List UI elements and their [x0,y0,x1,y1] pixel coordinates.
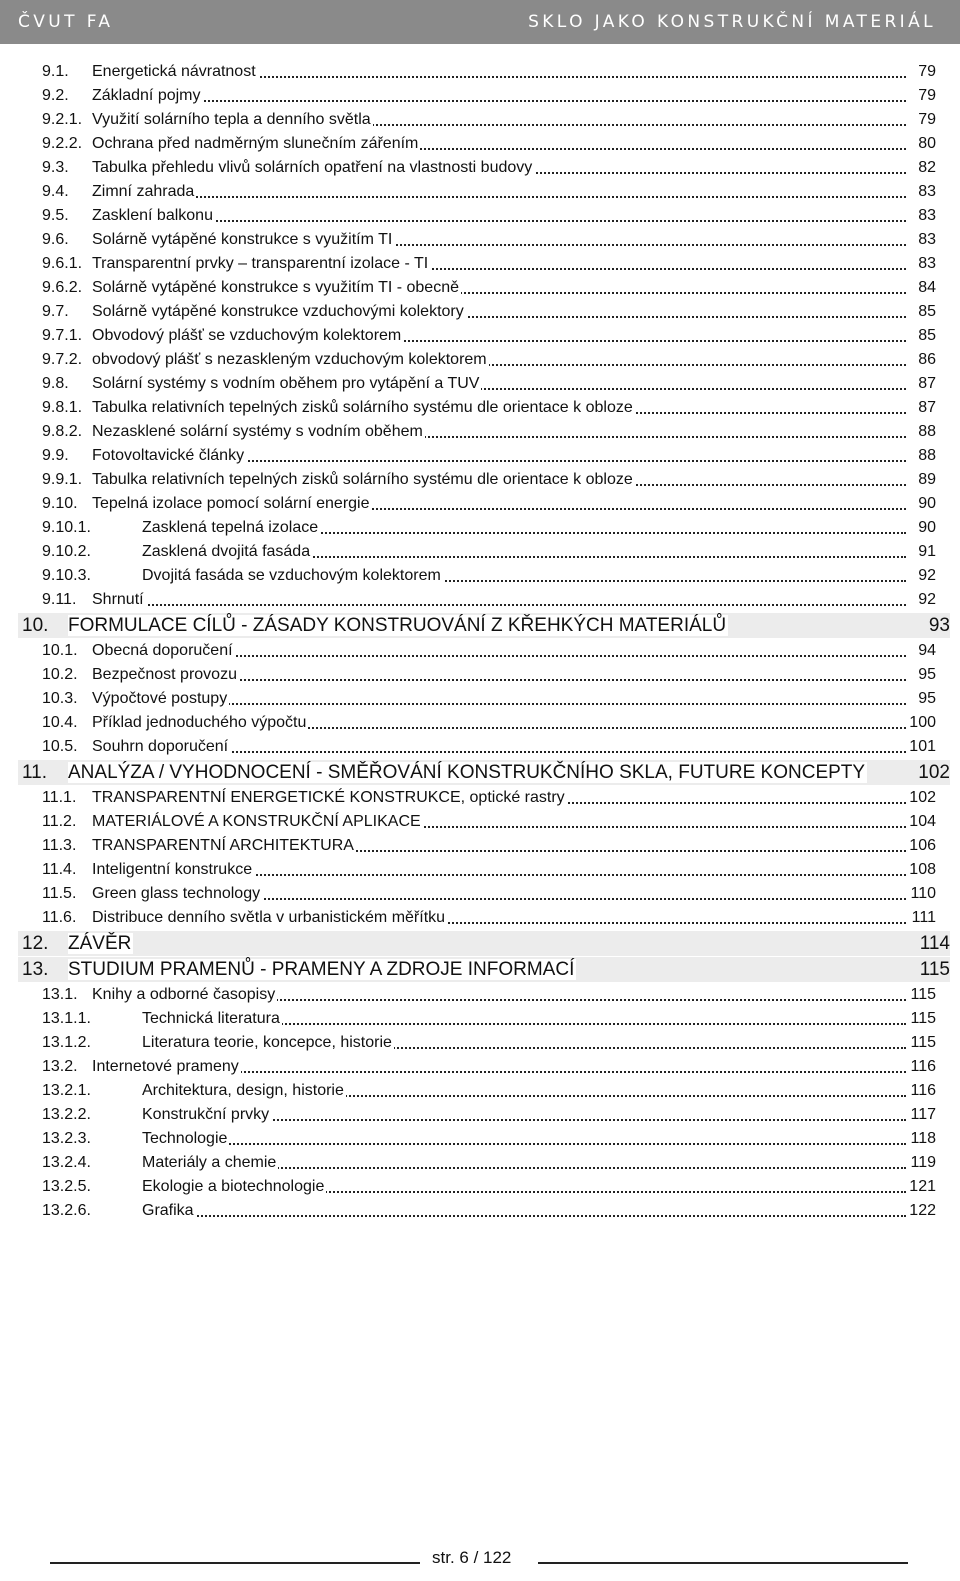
toc-entry[interactable] [40,420,936,444]
toc-entry-number: 13.2. [42,1058,78,1075]
table-of-contents [0,60,960,1223]
toc-entry-title [68,957,920,982]
toc-entry-page: 102 [918,762,950,783]
toc-entry-title-text: Solární systémy s vodním oběhem pro vytápění a TUV [92,375,480,392]
toc-entry-page: 79 [918,87,936,104]
toc-entry-number: 9.11. [42,591,77,608]
toc-entry-page: 92 [918,567,936,584]
toc-entry-title [142,1007,906,1031]
toc-entry-number: 9.2. [42,87,69,104]
toc-entry[interactable] [40,1127,936,1151]
toc-entry-number: 13. [22,959,49,980]
toc-dot-leader [92,604,906,606]
toc-entry-page: 87 [918,375,936,392]
toc-entry-number: 11.2. [42,813,77,830]
toc-entry[interactable] [40,348,936,372]
footer-page-number: str. 6 / 122 [432,1548,512,1567]
toc-entry-title-text: Konstrukční prvky [142,1106,270,1123]
toc-entry-number: 9.7. [42,303,69,320]
toc-entry-page: 84 [918,279,936,296]
toc-entry-number: 9.10.2. [42,543,91,560]
toc-entry-title-text: Transparentní prvky – transparentní izolace - TI [92,255,429,272]
toc-entry[interactable] [40,84,936,108]
toc-entry-title [92,156,906,180]
toc-entry-number: 9.10. [42,495,78,512]
toc-entry-title-text: Distribuce denního světla v urbanistickém měřítku [92,909,446,926]
toc-entry-title-text: Zasklená tepelná izolace [142,519,319,536]
toc-entry-title-text: Architektura, design, historie [142,1082,344,1099]
toc-entry[interactable] [40,1031,936,1055]
toc-entry-title [142,1079,906,1103]
toc-entry[interactable] [40,156,936,180]
toc-entry-number: 10.4. [42,714,78,731]
toc-entry[interactable] [40,1079,936,1103]
toc-entry-title-text: Obvodový plášť se vzduchovým kolektorem [92,327,402,344]
toc-entry-title [92,735,906,759]
toc-entry[interactable] [40,1103,936,1127]
toc-entry[interactable] [40,1175,936,1199]
toc-entry-title [142,564,906,588]
toc-entry-page: 108 [909,861,936,878]
toc-entry-title [92,882,906,906]
toc-entry-number: 10.5. [42,738,78,755]
toc-entry-page: 93 [928,615,950,636]
toc-entry-title [142,1103,906,1127]
toc-entry-title-text: Shrnutí [92,591,144,608]
toc-entry-title-text: Základní pojmy [92,87,201,104]
toc-entry-number: 9.9.1. [42,471,83,488]
toc-entry-title [92,468,906,492]
toc-entry-title [92,84,906,108]
toc-entry-page: 121 [909,1178,936,1195]
toc-entry-title-text: Solárně vytápěné konstrukce s využitím TI [92,231,393,248]
toc-entry-number: 9.4. [42,183,69,200]
toc-entry-number: 9.7.2. [42,351,83,368]
toc-entry[interactable] [40,300,936,324]
toc-entry[interactable] [40,204,936,228]
toc-entry-number: 9.10.3. [42,567,91,584]
header-right-title: SKLO JAKO KONSTRUKČNÍ MATERIÁL [528,12,936,32]
toc-entry-page: 100 [909,714,936,731]
toc-entry-page: 115 [910,986,936,1003]
toc-entry[interactable] [40,276,936,300]
page-footer [0,1548,960,1578]
toc-entry[interactable] [40,492,936,516]
toc-entry-title [92,132,906,156]
toc-entry-page: 79 [918,63,936,80]
toc-entry[interactable] [40,687,936,711]
toc-entry[interactable] [40,516,936,540]
toc-entry-title [92,396,906,420]
toc-entry-title [92,687,906,711]
toc-entry-number: 9.8. [42,375,69,392]
toc-entry-title [92,810,906,834]
toc-entry-title [68,613,920,638]
toc-entry-title-text: ZÁVĚR [68,933,132,954]
toc-entry[interactable] [40,228,936,252]
toc-entry-title [68,760,920,785]
toc-entry[interactable] [40,834,936,858]
toc-chapter-entry[interactable] [18,957,950,982]
toc-entry-title [92,663,906,687]
toc-entry-number: 12. [22,933,49,954]
toc-entry-number: 9.3. [42,159,69,176]
toc-entry[interactable] [40,1055,936,1079]
toc-entry-number: 9.8.1. [42,399,83,416]
toc-entry-number: 13.1. [42,986,78,1003]
toc-entry-page: 111 [911,909,936,926]
toc-entry-number: 9.10.1. [42,519,91,536]
toc-entry-number: 13.2.3. [42,1130,91,1147]
toc-entry-title-text: Tabulka přehledu vlivů solárních opatření na vlastnosti budovy [92,159,533,176]
toc-entry-title [92,444,906,468]
toc-entry-number: 10.3. [42,690,78,707]
toc-entry-page: 83 [918,231,936,248]
toc-entry-page: 88 [918,447,936,464]
toc-entry-title-text: Literatura teorie, koncepce, historie [142,1034,392,1051]
toc-entry-title-text: Tabulka relativních tepelných zisků solárního systému dle orientace k obloze [92,399,633,416]
toc-entry[interactable] [40,882,936,906]
toc-entry-title [92,108,906,132]
toc-entry-title-text: Tabulka relativních tepelných zisků solárního systému dle orientace k obloze [92,471,633,488]
toc-dot-leader [92,100,906,102]
toc-entry[interactable] [40,180,936,204]
toc-entry-title [92,300,906,324]
toc-entry-title-text: Ochrana před nadměrným slunečním zářením [92,135,419,152]
toc-entry[interactable] [40,983,936,1007]
toc-entry-page: 119 [910,1154,936,1171]
toc-entry[interactable] [40,132,936,156]
toc-entry-page: 115 [910,1010,936,1027]
toc-entry-title-text: Tepelná izolace pomocí solární energie [92,495,370,512]
toc-entry[interactable] [40,906,936,930]
toc-entry-page: 83 [918,207,936,224]
toc-entry[interactable] [40,444,936,468]
toc-entry-page: 92 [918,591,936,608]
toc-entry-title [92,420,906,444]
toc-dot-leader [142,1143,906,1145]
toc-entry-page: 91 [918,543,936,560]
toc-entry-number: 9.6.2. [42,279,83,296]
toc-entry-title [92,588,906,612]
toc-entry-page: 94 [918,642,936,659]
toc-entry-number: 10. [22,615,49,636]
toc-entry-page: 106 [909,837,936,854]
toc-entry-title-text: Zimní zahrada [92,183,195,200]
toc-entry-page: 101 [909,738,936,755]
toc-entry-title [142,1199,906,1223]
toc-entry-page: 83 [918,255,936,272]
toc-entry-title [142,1175,906,1199]
toc-entry-title-text: Knihy a odborné časopisy [92,986,276,1003]
toc-entry-number: 13.1.1. [42,1010,91,1027]
toc-entry-title [92,204,906,228]
toc-entry[interactable] [40,663,936,687]
toc-entry-title-text: Technologie [142,1130,228,1147]
toc-entry-number: 11.1. [42,789,77,806]
toc-entry-page: 114 [919,933,950,954]
toc-entry-title [92,786,906,810]
toc-entry-page: 89 [918,471,936,488]
toc-entry-title-text: Inteligentní konstrukce [92,861,253,878]
toc-entry-page: 79 [918,111,936,128]
toc-entry-title-text: Ekologie a biotechnologie [142,1178,325,1195]
toc-entry-page: 90 [918,495,936,512]
toc-entry-page: 85 [918,303,936,320]
toc-entry-page: 110 [910,885,936,902]
toc-entry-title-text: Materiály a chemie [142,1154,277,1171]
toc-entry-number: 9.6.1. [42,255,83,272]
toc-entry-title [92,372,906,396]
toc-entry[interactable] [40,372,936,396]
toc-entry-title-text: Nezasklené solární systémy s vodním oběhem [92,423,423,440]
toc-entry-number: 13.2.6. [42,1202,91,1219]
toc-entry-page: 116 [910,1082,936,1099]
header-left-title: ČVUT FA [18,12,114,32]
toc-entry-title [142,540,906,564]
toc-entry-title-text: Příklad jednoduchého výpočtu [92,714,307,731]
toc-entry-number: 11. [22,762,48,783]
toc-entry-title [92,324,906,348]
toc-entry[interactable] [40,324,936,348]
toc-entry[interactable] [40,108,936,132]
toc-entry-title [92,834,906,858]
toc-entry-title-text: Bezpečnost provozu [92,666,237,683]
toc-entry-title-text: MATERIÁLOVÉ A KONSTRUKČNÍ APLIKACE [92,813,421,830]
toc-entry[interactable] [40,252,936,276]
toc-entry[interactable] [40,1151,936,1175]
toc-entry-number: 9.2.1. [42,111,83,128]
toc-entry[interactable] [40,396,936,420]
toc-entry[interactable] [40,60,936,84]
toc-entry-number: 9.2.2. [42,135,83,152]
toc-chapter-entry[interactable] [18,931,950,956]
toc-entry-number: 10.1. [42,642,78,659]
toc-entry[interactable] [40,588,936,612]
toc-entry-page: 87 [918,399,936,416]
toc-entry-title [92,983,906,1007]
toc-entry-title-text: Green glass technology [92,885,261,902]
toc-entry-page: 117 [910,1106,936,1123]
toc-entry-page: 83 [918,183,936,200]
toc-entry-title-text: Dvojitá fasáda se vzduchovým kolektorem [142,567,441,584]
toc-entry-title-text: Technická literatura [142,1010,280,1027]
toc-entry-page: 80 [918,135,936,152]
toc-entry[interactable] [40,1007,936,1031]
toc-entry-title-text: Solárně vytápěné konstrukce vzduchovými kolektory [92,303,464,320]
toc-entry[interactable] [40,468,936,492]
toc-entry-title [92,252,906,276]
toc-entry-page: 104 [909,813,936,830]
page-header [0,0,960,44]
toc-entry-title-text: Obecná doporučení [92,642,233,659]
toc-entry[interactable] [40,1199,936,1223]
toc-entry[interactable] [40,786,936,810]
toc-entry-title-text: TRANSPARENTNÍ ENERGETICKÉ KONSTRUKCE, optické rastry [92,789,565,806]
toc-entry-title [92,639,906,663]
toc-entry-number: 11.4. [42,861,77,878]
toc-entry-title [92,1055,906,1079]
toc-entry-title [142,1151,906,1175]
toc-entry-number: 9.7.1. [42,327,83,344]
toc-entry-page: 95 [918,690,936,707]
toc-entry-number: 9.1. [42,63,69,80]
toc-entry-title-text: Zasklení balkonu [92,207,213,224]
toc-entry-page: 102 [909,789,936,806]
toc-entry-number: 9.5. [42,207,69,224]
toc-entry-title [92,60,906,84]
toc-entry-number: 11.3. [42,837,77,854]
toc-entry-page: 88 [918,423,936,440]
toc-entry-number: 11.6. [42,909,77,926]
toc-entry-title [142,1031,906,1055]
toc-entry-number: 13.1.2. [42,1034,91,1051]
footer-rule-right [538,1562,908,1564]
toc-entry-title-text: Grafika [142,1202,194,1219]
toc-entry[interactable] [40,711,936,735]
toc-entry-number: 10.2. [42,666,78,683]
toc-entry-title-text: Výpočtové postupy [92,690,228,707]
toc-entry-title-text: Energetická návratnost [92,63,256,80]
toc-entry-title-text: Internetové prameny [92,1058,239,1075]
toc-entry[interactable] [40,639,936,663]
toc-entry-page: 95 [918,666,936,683]
toc-entry-title [92,276,906,300]
toc-entry-number: 13.2.4. [42,1154,91,1171]
toc-entry-page: 85 [918,327,936,344]
toc-chapter-entry[interactable] [18,760,950,785]
toc-entry-title [68,931,920,956]
toc-entry-title [92,492,906,516]
toc-entry-number: 11.5. [42,885,77,902]
toc-entry-title-text: Zasklená dvojitá fasáda [142,543,311,560]
toc-entry-title-text: STUDIUM PRAMENŮ - PRAMENY A ZDROJE INFORMACÍ [68,959,575,980]
toc-entry[interactable] [40,564,936,588]
toc-entry[interactable] [40,810,936,834]
toc-entry-number: 13.2.2. [42,1106,91,1123]
toc-dot-leader [142,1215,906,1217]
toc-chapter-entry[interactable] [18,613,950,638]
toc-entry-title-text: Souhrn doporučení [92,738,229,755]
toc-entry-title [92,858,906,882]
toc-entry-title-text: TRANSPARENTNÍ ARCHITEKTURA [92,837,354,854]
toc-entry[interactable] [40,858,936,882]
toc-entry-title-text: Solárně vytápěné konstrukce s využitím TI - obecně [92,279,459,296]
toc-entry-page: 116 [910,1058,936,1075]
toc-entry-title-text: FORMULACE CÍLŮ - ZÁSADY KONSTRUOVÁNÍ Z KŘEHKÝCH MATERIÁLŮ [68,615,727,636]
footer-rule-left [50,1562,420,1564]
toc-entry-title [92,711,906,735]
toc-entry-number: 13.2.5. [42,1178,91,1195]
toc-entry-title [92,348,906,372]
toc-entry-number: 9.6. [42,231,69,248]
toc-entry-title [92,906,906,930]
toc-entry-title-text: Využití solárního tepla a denního světla [92,111,371,128]
toc-entry-number: 9.8.2. [42,423,83,440]
toc-entry-title [92,228,906,252]
toc-entry-title-text: Fotovoltavické články [92,447,245,464]
toc-entry-title [142,1127,906,1151]
toc-entry-page: 86 [918,351,936,368]
toc-entry-number: 9.9. [42,447,69,464]
toc-entry-title-text: obvodový plášť s nezaskleným vzduchovým kolektorem [92,351,487,368]
toc-dot-leader [92,196,906,198]
toc-entry-page: 90 [918,519,936,536]
toc-entry-page: 118 [910,1130,936,1147]
toc-entry-page: 115 [910,1034,936,1051]
toc-entry-page: 82 [918,159,936,176]
toc-entry-page: 122 [909,1202,936,1219]
toc-entry-page: 115 [919,959,950,980]
toc-entry[interactable] [40,540,936,564]
toc-entry-number: 13.2.1. [42,1082,91,1099]
toc-entry-title [142,516,906,540]
toc-entry-title-text: ANALÝZA / VYHODNOCENÍ - SMĚŘOVÁNÍ KONSTRUKČNÍHO SKLA, FUTURE KONCEPTY [68,762,866,783]
toc-entry-title [92,180,906,204]
toc-entry[interactable] [40,735,936,759]
